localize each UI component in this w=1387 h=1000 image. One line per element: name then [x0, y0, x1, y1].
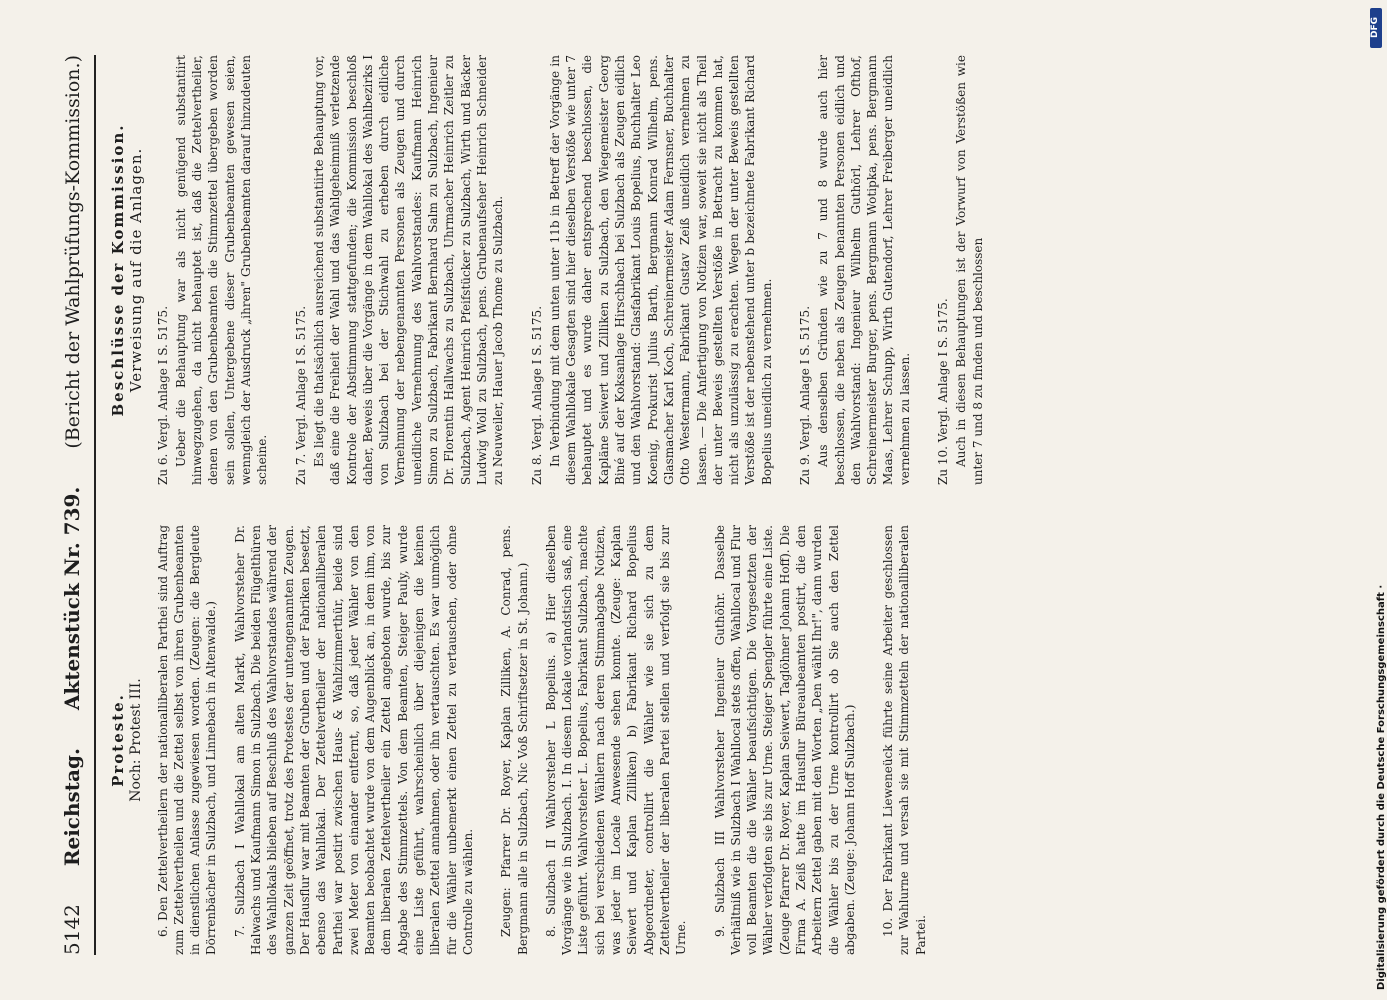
- right-column: [110, 55, 998, 485]
- header-center-title: Aktenstück Nr. 739.: [60, 486, 84, 711]
- section-reference: Zu 8. Vergl. Anlage I S. 5175.: [529, 305, 544, 485]
- section-reference: Zu 9. Vergl. Anlage I S. 5175.: [797, 305, 812, 485]
- page-header: [60, 55, 90, 955]
- section-text: Es liegt die thatsächlich ausreichend substantiirte Behauptung vor, daß eine die Freiheit der Wahl und das Wahlgeheimniß verletzende Kontrole der Abstimmung stattgefunden; die Kommission beschloß daher, Beweis über die Vorgänge in dem Wahllokal des Wahlbezirks I von Sulzbach bei der Stichwahl zu erheben durch eidliche Vernehmung der nebengenannten Personen als Zeugen und durch uneidliche Vernehmung des Wahlvorstandes: Kaufmann Heinrich Simon zu Sulzbach, Fabrikant Bernhard Salm zu Sulzbach, Ingenieur Dr. Florentin Hallwachs zu Sulzbach, Uhrmacher Heinrich Zeitler zu Sulzbach, Agent Heinrich Pfeifstücker zu Sulzbach, Wirth und Bäcker Ludwig Woll zu Sulzbach, pens. Grubenaufseher Heinrich Schneider zu Neuweiler, Hauer Jacob Thome zu Sulzbach.: [311, 55, 506, 485]
- protest-paragraph: 9. Sulzbach III Wahlvorsteher Ingenieur Guthöhr. Dasselbe Verhältniß wie in Sulzbach I Wahllocal stets offen, Wahllocal und Flur voll Beamten die die Wähler beaufsichtigen. Die Vorgesetzten der Wähler verfolgten sie bis zur Urne. Steiger Spengler führte eine Liste. (Zeuge Pfarrer Dr. Royer, Kaplan Seiwert, Taglöhner Johann Hoff). Die Firma A. Zeiß hatte im Hausflur Büreaubeamten postirt, die den Arbeitern Zettel gaben mit den Worten „Den wählt Ihr!", dann wurden die Wähler bis zu der Urne kontrollirt ob Sie auch den Zettel abgaben. (Zeuge: Johann Hoff Sulzbach.): [712, 525, 857, 955]
- digitization-credit: Digitalisierung gefördert durch die Deutsche Forschungsgemeinschaft ·: [1376, 584, 1387, 990]
- dfg-logo-text: DFG: [1370, 16, 1380, 38]
- protest-paragraph: 7. Sulzbach I Wahllokal am alten Markt, Wahlvorsteher Dr. Halwachs und Kaufmann Simon in Sulzbach. Die beiden Flügelthüren des Wahllokals blieben auf Beschluß des Wahlvorstandes während der ganzen Zeit geöffnet, trotz des Protestes der untengenannten Zeugen. Der Hausflur war mit Beamten der Gruben und der Fabriken besetzt, ebenso das Wahllokal. Der Zettelvertheiler der nationalliberalen Parthei war postirt zwischen Haus- & Wahlzimmerthür, beide sind zwei Meter von einander entfernt, so, daß jeder Wähler von den Beamten beobachtet wurde von dem Augenblick an, in dem ihm, von dem liberalen Zettelvertheiler ein Zettel angeboten wurde, bis zur Abgabe des Stimmzettels. Von dem Beamten, Steiger Pauly, wurde eine Liste geführt, wahrscheinlich über diejenigen die keinen liberalen Zettel annahmen, oder ihn vertauschten. Es war unmöglich für die Wähler unbemerkt einen Zettel zu vertauschen, oder ohne Controlle zu wählen.: [232, 525, 475, 955]
- header-left-title: Reichstag.: [60, 748, 84, 867]
- protest-paragraph: 10. Der Fabrikant Lieweneück führte seine Arbeiter geschlossen zur Wahlurne und versah sie mit Stimmzetteln der nationalliberalen Partei.: [881, 525, 928, 955]
- header-rule: [94, 55, 96, 955]
- protest-paragraph: 8. Sulzbach II Wahlvorsteher L Bopelius. a) Hier dieselben Vorgänge wie in Sulzbach. I. In diesem Lokale vorlandstisch saß, eine Liste geführt. Wahlvorsteher L. Bopelius, Fabrikant Sulzbach, machte sich bei verschiedenen Wählern nach deren Stimmabgabe Notizen, was jeder im Locale Anwesende sehen konnte. (Zeuge: Kaplan Seiwert und Kaplan Zilliken) b) Fabrikant Richard Bopelius Abgeordneter, controllirt die Wähler wie sie sich zu dem Zettelvertheiler der liberalen Partei stellen und verfolgt sie bis zur Urne.: [543, 525, 689, 955]
- right-subheading: Verweisung auf die Anlagen.: [127, 147, 146, 393]
- page-number: 5142: [60, 904, 84, 955]
- section-text: Auch in diesen Behauptungen ist der Vorwurf von Verstößen wie unter 7 und 8 zu finden und beschlossen: [954, 55, 985, 485]
- rotated-page-content: [60, 55, 1330, 955]
- section-text: Ueber die Behauptung war als nicht genügend substantiirt hinwegzugehen, da nicht behauptet ist, daß die Zettelvertheiler, denen von den Grubenbeamten die Stimmzettel übergeben worden sein sollen, Untergebene dieser Grubenbeamten gewesen seien, wenngleich der Ausdruck „ihren" Grubenbeamten darauf hinzudeuten scheine.: [173, 55, 270, 485]
- dfg-logo-icon: [1370, 8, 1382, 48]
- left-column: [110, 525, 941, 955]
- protest-paragraph: 6. Den Zettelvertheilern der nationalliberalen Parthei sind Auftrag zum Zettelvertheilen und die Zettel selbst von ihren Grubenbeamten in dienstlichen Anlasse zugewiesen worden. (Zeugen: die Bergleute Dörrenbächer in Sulzbach, und Linnebach in Altenwalde.): [155, 525, 219, 955]
- section-text: In Verbindung mit dem unten unter 11b in Betreff der Vorgänge in diesem Wahllokale Gesagten sind hier dieselben Verstöße wie unter 7 behauptet und es wurde daher entsprechend beschlossen, die Kapläne Seiwert und Zilliken zu Sulzbach, den Wiegemeister Georg Biné auf der Koksanlage Hirschbach bei Sulzbach als Zeugen eidlich und den Wahlvorstand: Glasfabrikant Louis Bopelius, Buchhalter Leo Koenig, Prokurist Julius Barth, Bergmann Konrad Wilhelm, pens. Glasmacher Karl Koch, Schreinermeister Adam Fernsner, Buchhalter Otto Westermann, Fabrikant Gustav Zeiß uneidlich vernehmen zu lassen. — Die Anfertigung von Notizen war, soweit sie nicht als Theil der unter Beweis gestellten Verstöße in Betracht zu kommen hat, nicht als unzulässig zu erachten. Wegen der unter Beweis gestellten Verstöße ist der nebenstehend unter b bezeichnete Fabrikant Richard Bopelius uneidlich zu vernehmen.: [547, 55, 774, 485]
- protest-paragraph: Zeugen: Pfarrer Dr. Royer, Kaplan Zilliken, A. Conrad, pens. Bergmann alle in Sulzbach, Nic Voß Schriftsetzer in St. Johann.): [499, 525, 530, 955]
- section-reference: Zu 7. Vergl. Anlage I S. 5175.: [293, 305, 308, 485]
- section-reference: Zu 10. Vergl. Anlage I S. 5175.: [936, 298, 951, 485]
- right-heading: Beschlüsse der Kommission.: [109, 123, 127, 417]
- left-subheading: Noch: Protest III.: [128, 678, 145, 802]
- header-right-title: (Bericht der Wahlprüfungs-Kommission.): [62, 55, 84, 449]
- section-reference: Zu 6. Vergl. Anlage I S. 5175.: [155, 305, 170, 485]
- left-heading: Proteste.: [109, 693, 127, 787]
- section-text: Aus denselben Gründen wie zu 7 und 8 wurde auch hier beschlossen, die neben als Zeugen benannten Personen eidlich und den Wahlvorstand: Ingenieur Wilhelm Guthörl, Lehrer Ofthof, Schreinermeister Burger, pens. Bergmann Wotipka, pens. Bergmann Maas, Lehrer Schupp, Wirth Gutendorf, Lehrer Freiberger uneidlich vernehmen zu lassen.: [816, 55, 912, 485]
